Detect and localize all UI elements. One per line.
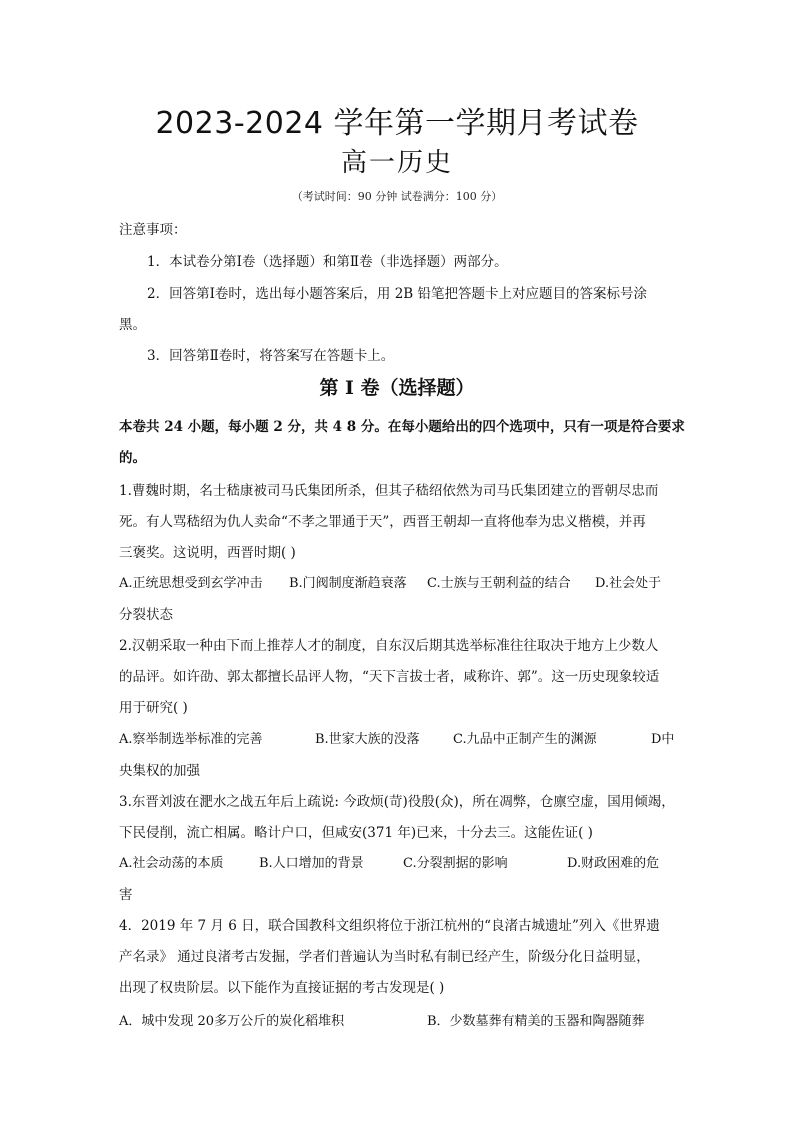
- notice-heading: 注意事项：: [119, 222, 187, 238]
- q1-line-3: 三褒奖。这说明，西晋时期( ): [119, 545, 296, 561]
- q1-option-d-cont: 分裂状态: [119, 607, 173, 623]
- q3-option-d: D.财政困难的危: [567, 856, 660, 871]
- section-intro: 本卷共 24 小题，每小题 2 分，共 4 8 分。在每小题给出的四个选项中，只有一项是符合要求: [119, 419, 685, 435]
- q2-option-a: A.察举制选举标准的完善: [119, 732, 263, 747]
- q3-option-b: B.人口增加的背景: [259, 856, 364, 871]
- q4-option-b: B．少数墓葬有精美的玉器和陶器随葬: [427, 1014, 645, 1029]
- q1-line-2: 死。有人骂嵇绍为仇人卖命“不孝之罪通于天”，西晋王朝却一直将他奉为忠义楷模，并再: [119, 514, 646, 530]
- q1-option-a: A.正统思想受到玄学冲击: [119, 576, 263, 591]
- q4-line-3: 出现了权贵阶层。以下能作为直接证据的考古发现是( ): [119, 980, 445, 996]
- q2-line-1: 2.汉朝采取一种由下而上推荐人才的制度，自东汉后期其选举标准往往取决于地方上少数人: [119, 638, 659, 654]
- exam-meta: （考试时间：90 分钟 试卷满分：100 分）: [291, 190, 503, 203]
- q4-line-1: 4．2019 年 7 月 6 日，联合国教科文组织将位于浙江杭州的“良渚古城遗址”列入《世界遗: [119, 918, 660, 934]
- exam-subject: 高一历史: [340, 148, 453, 178]
- q2-option-d: D中: [651, 732, 675, 747]
- section-intro-cont: 的。: [119, 450, 146, 466]
- q1-option-d: D.社会处于: [595, 576, 662, 591]
- q3-option-d-cont: 害: [119, 887, 133, 903]
- q4-line-2: 产名录》 通过良渚考古发掘，学者们普遍认为当时私有制已经产生，阶级分化日益明显，: [119, 949, 650, 965]
- q2-line-2: 的品评。如许劭、郭太都擅长品评人物，“天下言拔士者，咸称许、郭”。这一历史现象较适: [119, 669, 660, 685]
- section-title: 第 I 卷（选择题）: [319, 377, 475, 399]
- q2-option-c: C.九品中正制产生的渊源: [453, 732, 597, 747]
- q1-option-c: C.士族与王朝利益的结合: [427, 576, 571, 591]
- q3-line-1: 3.东晋刘波在淝水之战五年后上疏说: 今政烦(苛)役殷(众)，所在凋弊，仓廪空虚，国用倾竭，: [119, 794, 675, 810]
- q1-line-1: 1.曹魏时期，名士嵇康被司马氏集团所杀，但其子嵇绍依然为司马氏集团建立的晋朝尽忠而: [119, 483, 659, 499]
- exam-title: 2023-2024 学年第一学期月考试卷: [155, 106, 639, 141]
- notice-item-1: 1．本试卷分第Ⅰ卷（选择题）和第Ⅱ卷（非选择题）两部分。: [147, 254, 508, 270]
- q2-line-3: 用于研究( ): [119, 700, 188, 716]
- q2-option-b: B.世家大族的没落: [315, 732, 420, 747]
- q4-option-a: A．城中发现 20多万公斤的炭化稻堆积: [119, 1014, 345, 1029]
- q3-option-a: A.社会动荡的本质: [119, 856, 224, 871]
- q3-option-c: C.分裂割据的影响: [403, 856, 508, 871]
- notice-item-3: 3．回答第Ⅱ卷时，将答案写在答题卡上。: [147, 348, 395, 364]
- q2-option-d-cont: 央集权的加强: [119, 763, 200, 779]
- notice-item-2-cont: 黑。: [119, 317, 146, 333]
- q3-line-2: 下民侵削，流亡相属。略计户口，但咸安(371 年)已来，十分去三。这能佐证( ): [119, 825, 593, 841]
- notice-item-2: 2．回答第Ⅰ卷时，选出每小题答案后，用 2B 铅笔把答题卡上对应题目的答案标号涂: [147, 286, 648, 302]
- q1-option-b: B.门阀制度渐趋衰落: [289, 576, 407, 591]
